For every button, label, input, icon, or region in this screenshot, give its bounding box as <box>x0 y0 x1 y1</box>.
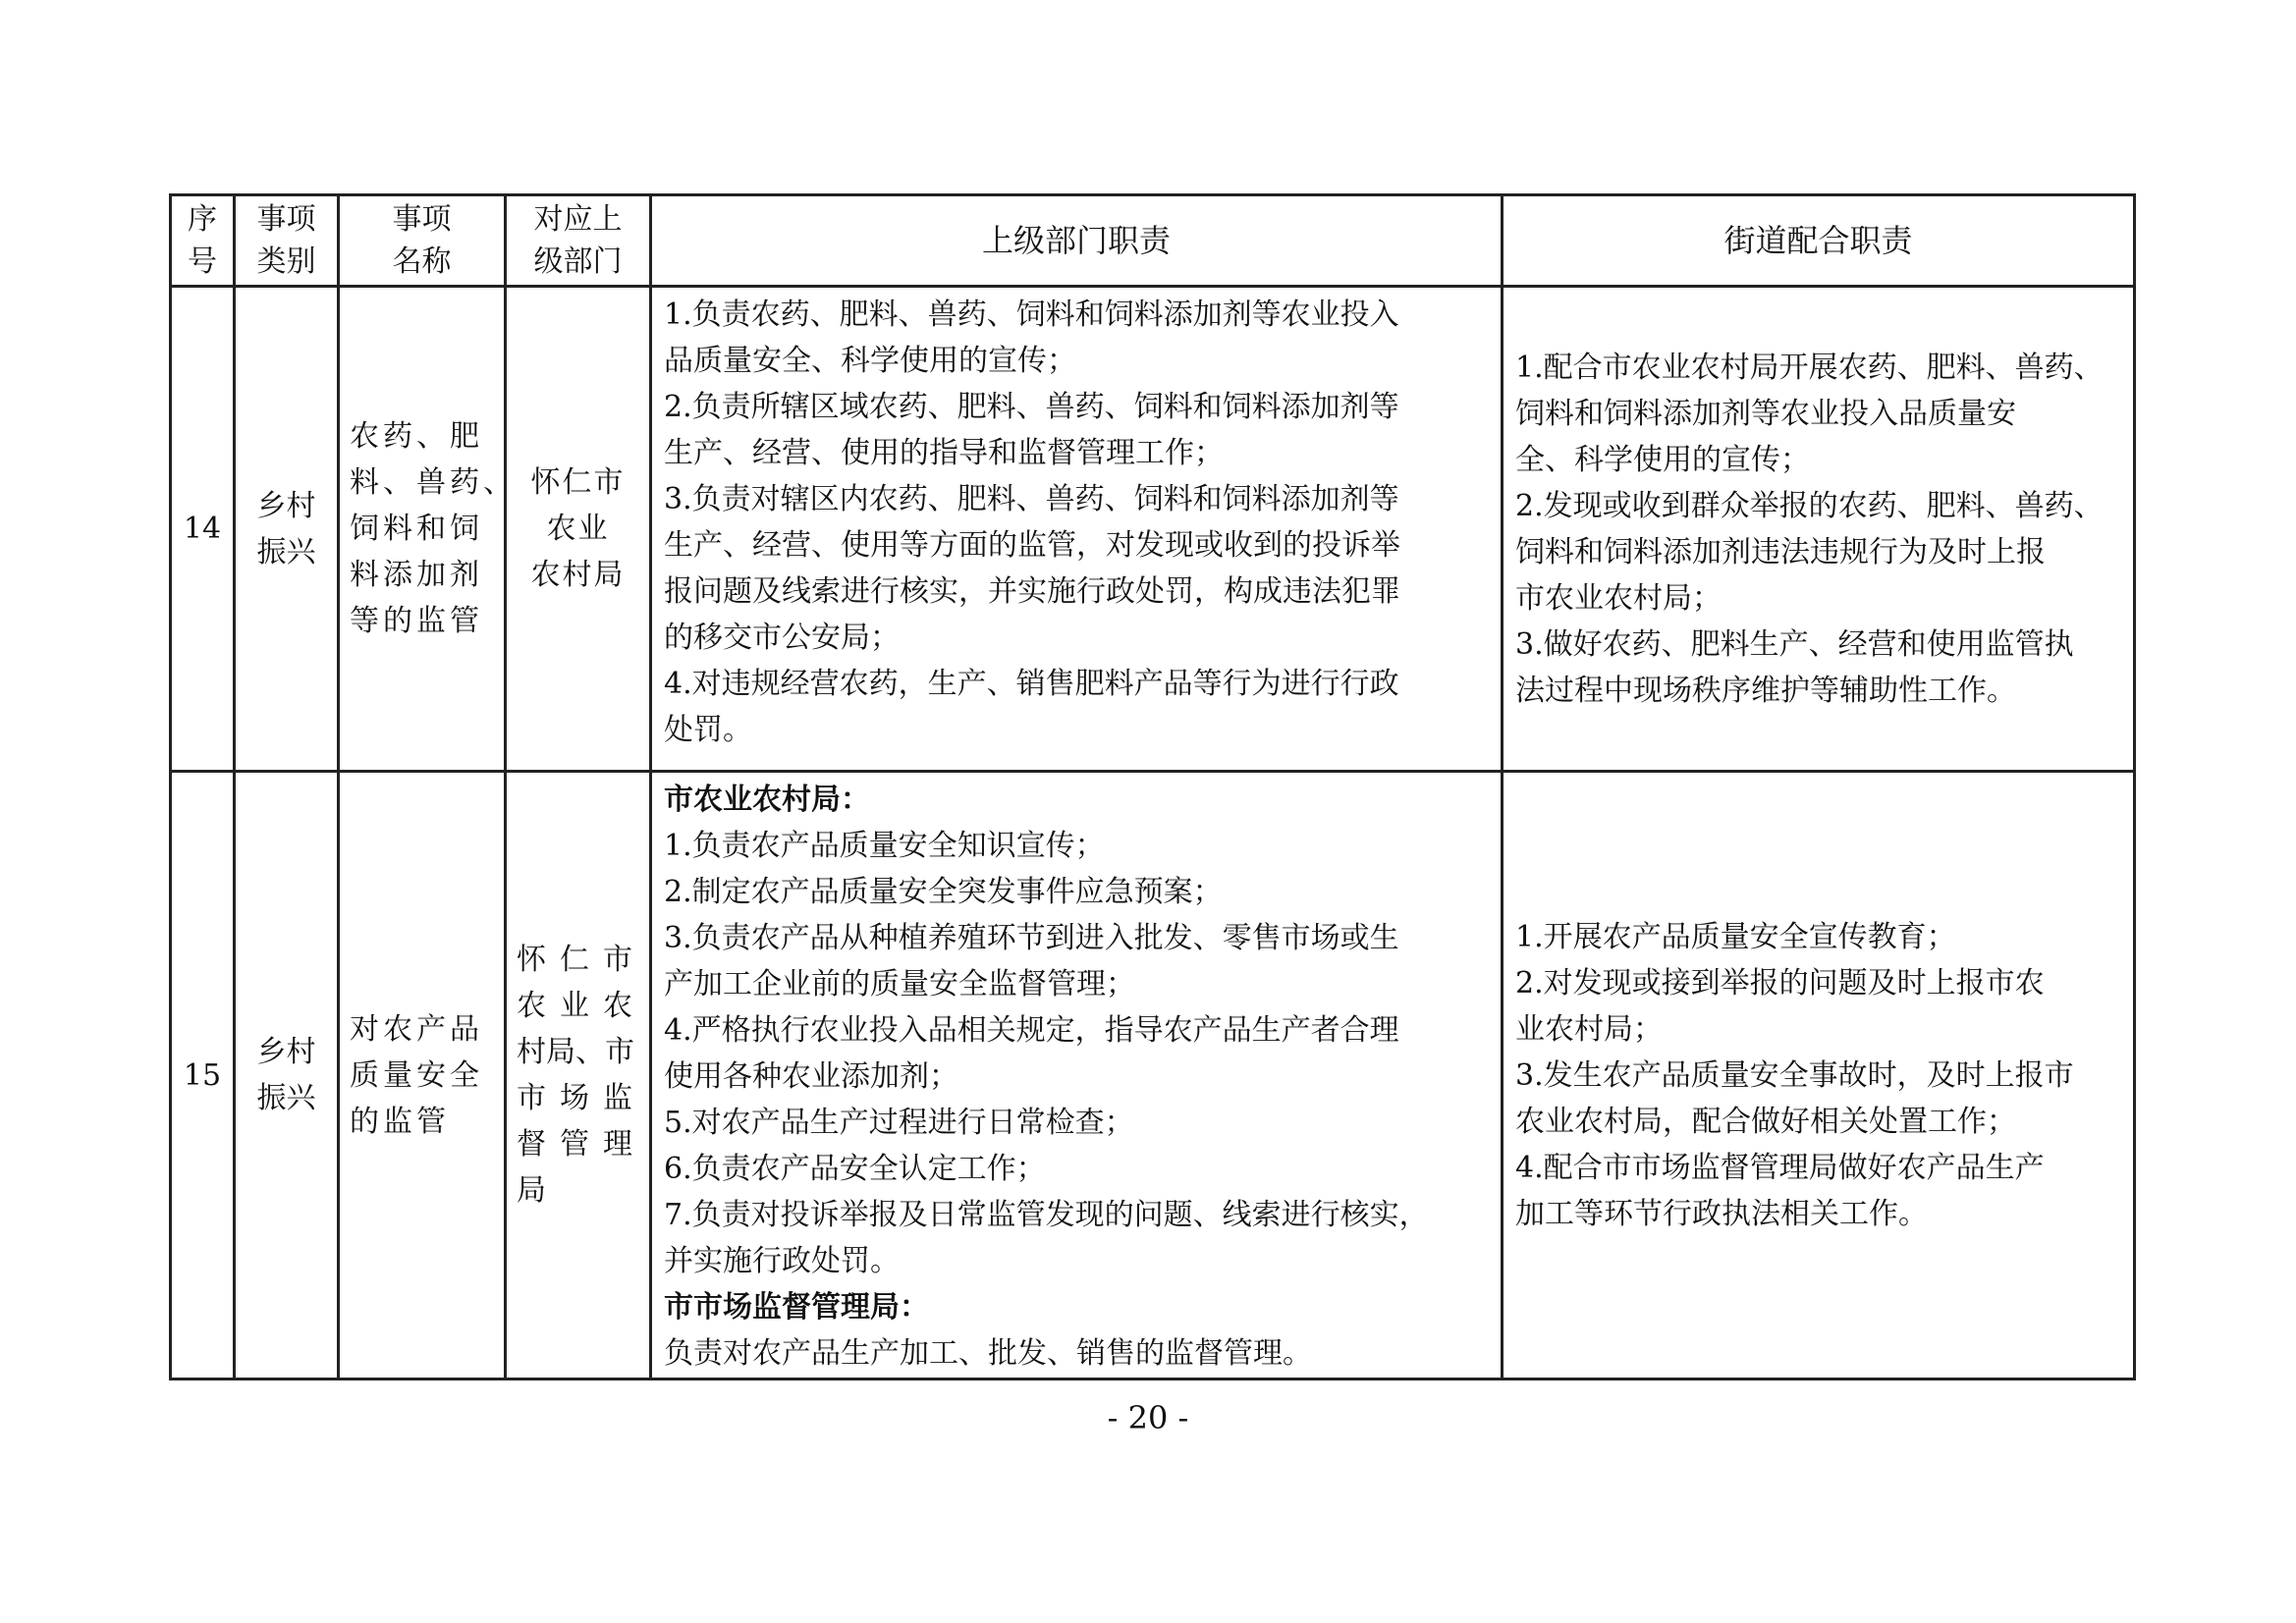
row-index: 15 <box>171 772 235 1380</box>
section-heading: 市市场监督管理局： <box>664 1290 929 1325</box>
row-item-name: 农药、肥 料、兽药、 饲料和饲 料添加剂 等的监管 <box>339 287 506 772</box>
header-street-duties: 街道配合职责 <box>1503 195 2135 287</box>
table-row <box>171 287 2135 772</box>
table-row <box>171 772 2135 1380</box>
section-heading: 市农业农村局： <box>664 783 870 817</box>
header-name: 事项 名称 <box>339 195 506 287</box>
row-category: 乡村 振兴 <box>235 772 339 1380</box>
header-row <box>171 195 2135 287</box>
row-street-duties: 1.配合市农业农村局开展农药、肥料、兽药、 饲料和饲料添加剂等农业投入品质量安 全、科学使用的宣传； 2.发现或收到群众举报的农药、肥料、兽药、 饲料和饲料添加剂违法违规行为及时上报 市农业农村局； 3.做好农药、肥料生产、经营和使用监管执 法过程中现场秩序维护等辅助性工作。 <box>1503 287 2135 772</box>
row-index: 14 <box>171 287 235 772</box>
row-dept: 怀仁市 农业农 村局、市 市场监 督管理 局 <box>506 772 651 1380</box>
row-street-duties: 1.开展农产品质量安全宣传教育； 2.对发现或接到举报的问题及时上报市农 业农村局； 3.发生农产品质量安全事故时，及时上报市 农业农村局，配合做好相关处置工作； 4.配合市市场监督管理局做好农产品生产 加工等环节行政执法相关工作。 <box>1503 772 2135 1380</box>
header-upper-duties: 上级部门职责 <box>651 195 1503 287</box>
page-number: - 20 - <box>1107 1399 1189 1436</box>
row-upper-duties: 1.负责农药、肥料、兽药、饲料和饲料添加剂等农业投入 品质量安全、科学使用的宣传； 2.负责所辖区域农药、肥料、兽药、饲料和饲料添加剂等 生产、经营、使用的指导和监督管理工作； 3.负责对辖区内农药、肥料、兽药、饲料和饲料添加剂等 生产、经营、使用等方面的监管，对发现或收到的投诉举 报问题及线索进行核实，并实施行政处罚，构成违法犯罪 的移交市公安局； 4.对违规经营农药，生产、销售肥料产品等行为进行行政 处罚。 <box>651 287 1503 772</box>
header-dept: 对应上 级部门 <box>506 195 651 287</box>
row-category: 乡村 振兴 <box>235 287 339 772</box>
row-upper-duties: 市农业农村局： 1.负责农产品质量安全知识宣传； 2.制定农产品质量安全突发事件应急预案； 3.负责农产品从种植养殖环节到进入批发、零售市场或生 产加工企业前的质量安全监督管理； 4.严格执行农业投入品相关规定，指导农产品生产者合理 使用各种农业添加剂； 5.对农产品生产过程进行日常检查； 6.负责农产品安全认定工作； 7.负责对投诉举报及日常监管发现的问题、线索进行核实， 并实施行政处罚。 市市场监督管理局： 负责对农产品生产加工、批发、销售的监督管理。 <box>651 772 1503 1380</box>
header-index: 序 号 <box>171 195 235 287</box>
header-category: 事项 类别 <box>235 195 339 287</box>
duties-table <box>169 193 2136 1380</box>
row-dept: 怀仁市 农业 农村局 <box>506 287 651 772</box>
row-item-name: 对农产品 质量安全 的监管 <box>339 772 506 1380</box>
